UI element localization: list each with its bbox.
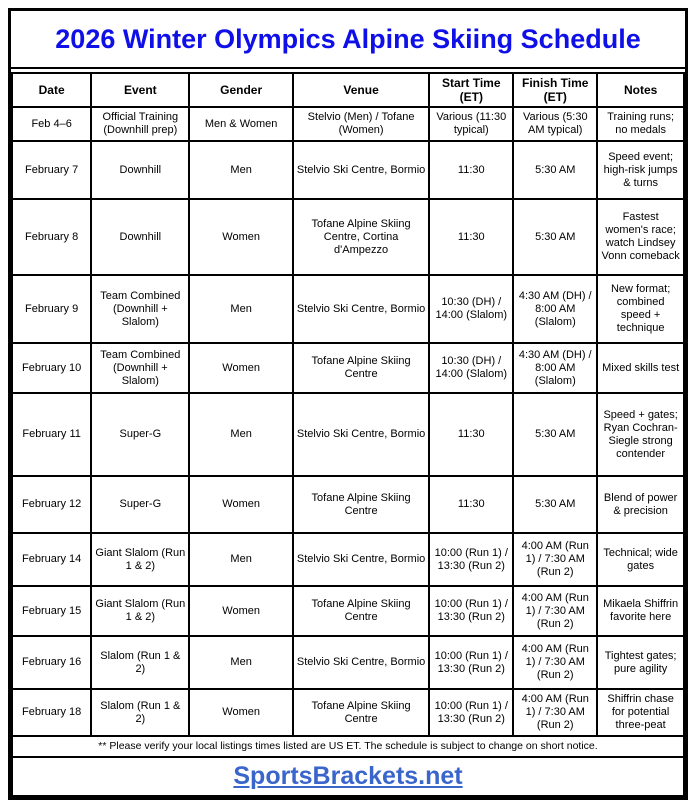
finish-time-cell: 4:00 AM (Run 1) / 7:30 AM (Run 2) (513, 586, 597, 636)
notes-cell: Training runs; no medals (597, 107, 684, 141)
notes-cell: Speed event; high-risk jumps & turns (597, 141, 684, 199)
column-header-start-time: Start Time (ET) (429, 73, 513, 107)
site-link-cell (12, 757, 684, 797)
table-row (12, 141, 684, 199)
notes-cell: Speed + gates; Ryan Cochran-Siegle strong contender (597, 393, 684, 476)
venue-cell: Tofane Alpine Skiing Centre (293, 476, 429, 533)
notes-cell: Blend of power & precision (597, 476, 684, 533)
gender-cell: Men (189, 141, 292, 199)
venue-cell: Stelvio Ski Centre, Bormio (293, 393, 429, 476)
event-cell: Team Combined (Downhill + Slalom) (91, 343, 189, 393)
page-frame (8, 8, 688, 800)
start-time-cell: 10:00 (Run 1) / 13:30 (Run 2) (429, 636, 513, 689)
gender-cell: Women (189, 586, 292, 636)
notes-cell: Tightest gates; pure agility (597, 636, 684, 689)
date-cell: February 8 (12, 199, 91, 275)
start-time-cell: 11:30 (429, 476, 513, 533)
table-footer (12, 736, 684, 796)
site-link[interactable]: SportsBrackets.net (233, 761, 463, 790)
table-row (12, 476, 684, 533)
column-header-gender: Gender (189, 73, 292, 107)
gender-cell: Women (189, 476, 292, 533)
site-link-row (12, 757, 684, 797)
venue-cell: Tofane Alpine Skiing Centre, Cortina d'Ampezzo (293, 199, 429, 275)
venue-cell: Stelvio Ski Centre, Bormio (293, 533, 429, 586)
start-time-cell: Various (11:30 typical) (429, 107, 513, 141)
event-cell: Downhill (91, 199, 189, 275)
notes-cell: Technical; wide gates (597, 533, 684, 586)
column-header-date: Date (12, 73, 91, 107)
column-header-notes: Notes (597, 73, 684, 107)
event-cell: Slalom (Run 1 & 2) (91, 636, 189, 689)
table-row (12, 586, 684, 636)
finish-time-cell: 4:30 AM (DH) / 8:00 AM (Slalom) (513, 343, 597, 393)
start-time-cell: 10:30 (DH) / 14:00 (Slalom) (429, 343, 513, 393)
notes-cell: Fastest women's race; watch Lindsey Vonn comeback (597, 199, 684, 275)
finish-time-cell: Various (5:30 AM typical) (513, 107, 597, 141)
gender-cell: Men (189, 393, 292, 476)
finish-time-cell: 5:30 AM (513, 141, 597, 199)
date-cell: February 7 (12, 141, 91, 199)
venue-cell: Stelvio (Men) / Tofane (Women) (293, 107, 429, 141)
column-header-venue: Venue (293, 73, 429, 107)
venue-cell: Stelvio Ski Centre, Bormio (293, 141, 429, 199)
schedule-body (12, 107, 684, 736)
gender-cell: Men (189, 533, 292, 586)
table-row (12, 636, 684, 689)
date-cell: February 18 (12, 689, 91, 736)
notes-cell: New format; combined speed + technique (597, 275, 684, 343)
venue-cell: Stelvio Ski Centre, Bormio (293, 636, 429, 689)
gender-cell: Men (189, 275, 292, 343)
gender-cell: Women (189, 689, 292, 736)
event-cell: Official Training (Downhill prep) (91, 107, 189, 141)
table-row (12, 689, 684, 736)
event-cell: Giant Slalom (Run 1 & 2) (91, 533, 189, 586)
date-cell: February 10 (12, 343, 91, 393)
finish-time-cell: 5:30 AM (513, 393, 597, 476)
disclaimer-row (12, 736, 684, 756)
title-box (11, 11, 685, 69)
disclaimer-text: ** Please verify your local listings times listed are US ET. The schedule is subject to change on short notice. (12, 736, 684, 756)
finish-time-cell: 4:00 AM (Run 1) / 7:30 AM (Run 2) (513, 636, 597, 689)
table-row (12, 107, 684, 141)
start-time-cell: 11:30 (429, 141, 513, 199)
table-row (12, 343, 684, 393)
date-cell: February 16 (12, 636, 91, 689)
event-cell: Downhill (91, 141, 189, 199)
start-time-cell: 11:30 (429, 199, 513, 275)
notes-cell: Shiffrin chase for potential three-peat (597, 689, 684, 736)
venue-cell: Stelvio Ski Centre, Bormio (293, 275, 429, 343)
start-time-cell: 10:00 (Run 1) / 13:30 (Run 2) (429, 586, 513, 636)
notes-cell: Mixed skills test (597, 343, 684, 393)
date-cell: February 9 (12, 275, 91, 343)
notes-cell: Mikaela Shiffrin favorite here (597, 586, 684, 636)
finish-time-cell: 4:30 AM (DH) / 8:00 AM (Slalom) (513, 275, 597, 343)
gender-cell: Women (189, 199, 292, 275)
schedule-table (11, 72, 685, 797)
column-header-event: Event (91, 73, 189, 107)
event-cell: Team Combined (Downhill + Slalom) (91, 275, 189, 343)
date-cell: February 14 (12, 533, 91, 586)
gender-cell: Men (189, 636, 292, 689)
event-cell: Super-G (91, 476, 189, 533)
start-time-cell: 10:00 (Run 1) / 13:30 (Run 2) (429, 533, 513, 586)
table-row (12, 199, 684, 275)
event-cell: Super-G (91, 393, 189, 476)
venue-cell: Tofane Alpine Skiing Centre (293, 586, 429, 636)
date-cell: February 15 (12, 586, 91, 636)
date-cell: Feb 4–6 (12, 107, 91, 141)
start-time-cell: 10:30 (DH) / 14:00 (Slalom) (429, 275, 513, 343)
gender-cell: Men & Women (189, 107, 292, 141)
gender-cell: Women (189, 343, 292, 393)
finish-time-cell: 5:30 AM (513, 476, 597, 533)
event-cell: Slalom (Run 1 & 2) (91, 689, 189, 736)
column-header-finish-time: Finish Time (ET) (513, 73, 597, 107)
venue-cell: Tofane Alpine Skiing Centre (293, 343, 429, 393)
venue-cell: Tofane Alpine Skiing Centre (293, 689, 429, 736)
finish-time-cell: 4:00 AM (Run 1) / 7:30 AM (Run 2) (513, 689, 597, 736)
table-row (12, 275, 684, 343)
finish-time-cell: 4:00 AM (Run 1) / 7:30 AM (Run 2) (513, 533, 597, 586)
start-time-cell: 10:00 (Run 1) / 13:30 (Run 2) (429, 689, 513, 736)
header-row (12, 73, 684, 107)
date-cell: February 11 (12, 393, 91, 476)
date-cell: February 12 (12, 476, 91, 533)
table-row (12, 393, 684, 476)
table-row (12, 533, 684, 586)
event-cell: Giant Slalom (Run 1 & 2) (91, 586, 189, 636)
page-title: 2026 Winter Olympics Alpine Skiing Schedule (55, 23, 641, 54)
finish-time-cell: 5:30 AM (513, 199, 597, 275)
table-header (12, 73, 684, 107)
start-time-cell: 11:30 (429, 393, 513, 476)
